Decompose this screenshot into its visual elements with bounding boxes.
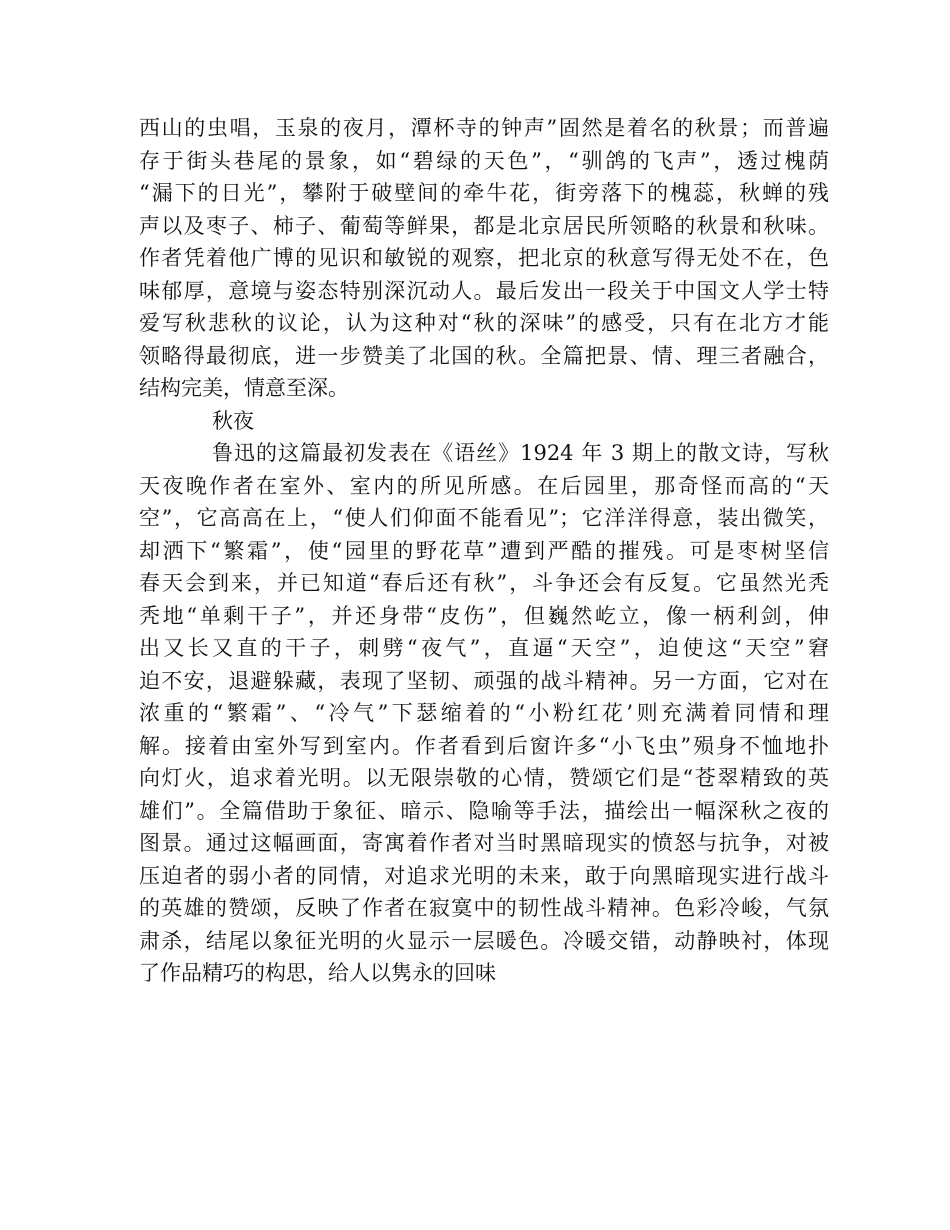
paragraph-autumn-beijing	[139, 112, 829, 405]
paragraph-line: 的英雄的赞颂，反映了作者在寂寞中的韧性战斗精神。色彩冷峻，气氛	[139, 896, 829, 920]
paragraph-line: 了作品精巧的构思，给人以隽永的回味	[139, 961, 496, 985]
paragraph-line: 肃杀，结尾以象征光明的火显示一层暖色。冷暖交错，动静映衬，体现	[139, 928, 829, 953]
paragraph-line: 爱写秋悲秋的议论，认为这种对“秋的深味”的感受，只有在北方才能	[139, 311, 829, 335]
paragraph-line: 味郁厚，意境与姿态特别深沉动人。最后发出一段关于中国文人学士特	[139, 278, 829, 303]
paragraph-line: 天夜晚作者在室外、室内的所见所感。在后园里，那奇怪而高的“天	[139, 473, 829, 498]
paragraph-line: 却洒下“繁霜”，使“园里的野花草”遭到严酷的摧残。可是枣树坚信	[139, 538, 829, 563]
paragraph-line: 压迫者的弱小者的同情，对追求光明的未来，敢于向黑暗现实进行战斗	[139, 863, 829, 888]
paragraph-line: 秃地“单剩干子”，并还身带“皮伤”，但巍然屹立，像一柄利剑，伸	[139, 603, 829, 628]
paragraph-line: 解。接着由室外写到室内。作者看到后窗许多“小飞虫”殒身不恤地扑	[139, 733, 829, 758]
paragraph-line: 西山的虫唱，玉泉的夜月，潭杯寺的钟声”固然是着名的秋景；而普遍	[139, 116, 829, 140]
paragraph-line: 雄们”。全篇借助于象征、暗示、隐喻等手法，描绘出一幅深秋之夜的	[139, 798, 829, 823]
paragraph-line: 向灯火，追求着光明。以无限崇敬的心情，赞颂它们是“苍翠精致的英	[139, 766, 829, 790]
paragraph-line: 结构完美，情意至深。	[139, 376, 349, 400]
paragraph-line: “漏下的日光”，攀附于破壁间的牵牛花，街旁落下的槐蕊，秋蝉的残	[139, 181, 829, 205]
paragraph-line: 鲁迅的这篇最初发表在《语丝》1924 年 3 期上的散文诗，写秋	[212, 441, 829, 465]
paragraph-line: 迫不安，退避躲藏，表现了坚韧、顽强的战斗精神。另一方面，它对在	[139, 668, 829, 693]
paragraph-line: 出又长又直的干子，刺劈“夜气”，直逼“天空”，迫使这“天空”窘	[139, 636, 829, 660]
section-heading: 秋夜	[212, 408, 254, 433]
paragraph-line: 领略得最彻底，进一步赞美了北国的秋。全篇把景、情、理三者融合，	[139, 343, 829, 368]
paragraph-line: 空”，它高高在上，“使人们仰面不能看见”；它洋洋得意，装出微笑，	[139, 506, 829, 530]
paragraph-line: 浓重的“繁霜”、“冷气”下瑟缩着的“小粉红花’则充满着同情和理	[139, 701, 829, 725]
paragraph-line: 春天会到来，并已知道“春后还有秋”，斗争还会有反复。它虽然光秃	[139, 571, 829, 595]
paragraph-line: 图景。通过这幅画面，寄寓着作者对当时黑暗现实的愤怒与抗争，对被	[139, 831, 829, 855]
paragraph-autumn-night	[139, 437, 829, 990]
paragraph-line: 作者凭着他广博的见识和敏锐的观察，把北京的秋意写得无处不在，色	[139, 246, 829, 270]
paragraph-line: 存于街头巷尾的景象，如“碧绿的天色”，“驯鸽的飞声”，透过槐荫	[139, 148, 829, 173]
paragraph-line: 声以及枣子、柿子、葡萄等鲜果，都是北京居民所领略的秋景和秋味。	[139, 213, 829, 238]
document-body	[139, 112, 829, 990]
